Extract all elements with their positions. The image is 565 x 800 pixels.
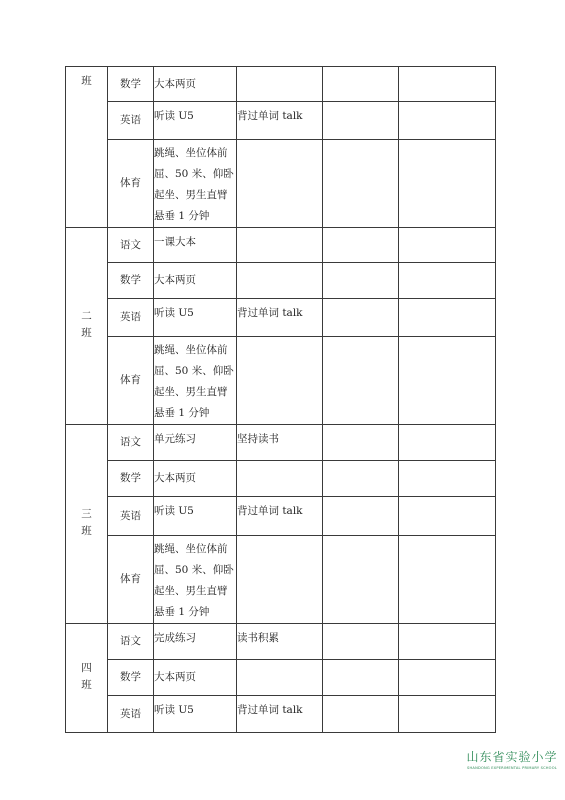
task-cell	[237, 140, 323, 228]
task-cell	[237, 263, 323, 299]
empty-cell	[399, 696, 496, 733]
task-cell: 跳绳、坐位体前屈、50 米、仰卧起坐、男生直臂悬垂 1 分钟	[154, 536, 237, 624]
subject-cell: 语文	[108, 425, 154, 461]
homework-table	[65, 66, 496, 733]
empty-cell	[323, 228, 399, 263]
empty-cell	[399, 228, 496, 263]
task-cell: 背过单词 talk	[237, 299, 323, 337]
task-cell: 大本两页	[154, 461, 237, 497]
table-row	[66, 140, 496, 228]
empty-cell	[323, 102, 399, 140]
table-row	[66, 263, 496, 299]
task-cell: 大本两页	[154, 67, 237, 102]
empty-cell	[399, 102, 496, 140]
task-cell	[237, 337, 323, 425]
subject-cell: 数学	[108, 67, 154, 102]
subject-cell: 数学	[108, 660, 154, 696]
subject-cell: 体育	[108, 337, 154, 425]
empty-cell	[399, 660, 496, 696]
empty-cell	[399, 624, 496, 660]
task-cell: 跳绳、坐位体前屈、50 米、仰卧起坐、男生直臂悬垂 1 分钟	[154, 337, 237, 425]
task-cell: 跳绳、坐位体前屈、50 米、仰卧起坐、男生直臂悬垂 1 分钟	[154, 140, 237, 228]
subject-cell: 数学	[108, 461, 154, 497]
class-name-cell: 四班	[66, 624, 108, 733]
subject-cell: 英语	[108, 102, 154, 140]
task-cell	[237, 461, 323, 497]
empty-cell	[323, 624, 399, 660]
empty-cell	[399, 140, 496, 228]
subject-cell: 英语	[108, 299, 154, 337]
table-row	[66, 228, 496, 263]
task-cell: 完成练习	[154, 624, 237, 660]
empty-cell	[399, 337, 496, 425]
class-name-cell: 班	[66, 67, 108, 228]
empty-cell	[399, 263, 496, 299]
school-name-en: SHANDONG EXPERIMENTAL PRIMARY SCHOOL	[467, 766, 557, 770]
table-row	[66, 624, 496, 660]
task-cell: 大本两页	[154, 263, 237, 299]
class-name-cell: 三班	[66, 425, 108, 624]
empty-cell	[323, 660, 399, 696]
task-cell	[237, 228, 323, 263]
subject-cell: 语文	[108, 624, 154, 660]
empty-cell	[399, 299, 496, 337]
task-cell: 坚持读书	[237, 425, 323, 461]
school-logo	[466, 748, 558, 770]
empty-cell	[323, 425, 399, 461]
task-cell	[237, 660, 323, 696]
table-row	[66, 461, 496, 497]
task-cell: 读书积累	[237, 624, 323, 660]
school-name-cn: 山东省实验小学	[466, 750, 558, 764]
task-cell: 听读 U5	[154, 299, 237, 337]
empty-cell	[399, 536, 496, 624]
empty-cell	[323, 497, 399, 536]
table-row	[66, 337, 496, 425]
subject-cell: 体育	[108, 140, 154, 228]
subject-cell: 英语	[108, 696, 154, 733]
subject-cell: 数学	[108, 263, 154, 299]
table-row	[66, 660, 496, 696]
table-row	[66, 299, 496, 337]
empty-cell	[323, 461, 399, 497]
empty-cell	[323, 337, 399, 425]
empty-cell	[399, 67, 496, 102]
empty-cell	[399, 497, 496, 536]
empty-cell	[323, 536, 399, 624]
task-cell: 大本两页	[154, 660, 237, 696]
class-name-cell: 二班	[66, 228, 108, 425]
subject-cell: 语文	[108, 228, 154, 263]
subject-cell: 英语	[108, 497, 154, 536]
task-cell	[237, 536, 323, 624]
task-cell	[237, 67, 323, 102]
empty-cell	[323, 299, 399, 337]
empty-cell	[323, 696, 399, 733]
table-row	[66, 425, 496, 461]
task-cell: 听读 U5	[154, 102, 237, 140]
subject-cell: 体育	[108, 536, 154, 624]
empty-cell	[399, 425, 496, 461]
table-row	[66, 497, 496, 536]
task-cell: 背过单词 talk	[237, 102, 323, 140]
table-row	[66, 536, 496, 624]
table-row	[66, 102, 496, 140]
task-cell: 听读 U5	[154, 497, 237, 536]
empty-cell	[323, 67, 399, 102]
table-row	[66, 67, 496, 102]
empty-cell	[323, 140, 399, 228]
empty-cell	[323, 263, 399, 299]
table-row	[66, 696, 496, 733]
task-cell: 背过单词 talk	[237, 497, 323, 536]
task-cell: 背过单词 talk	[237, 696, 323, 733]
task-cell: 单元练习	[154, 425, 237, 461]
empty-cell	[399, 461, 496, 497]
task-cell: 一课大本	[154, 228, 237, 263]
task-cell: 听读 U5	[154, 696, 237, 733]
